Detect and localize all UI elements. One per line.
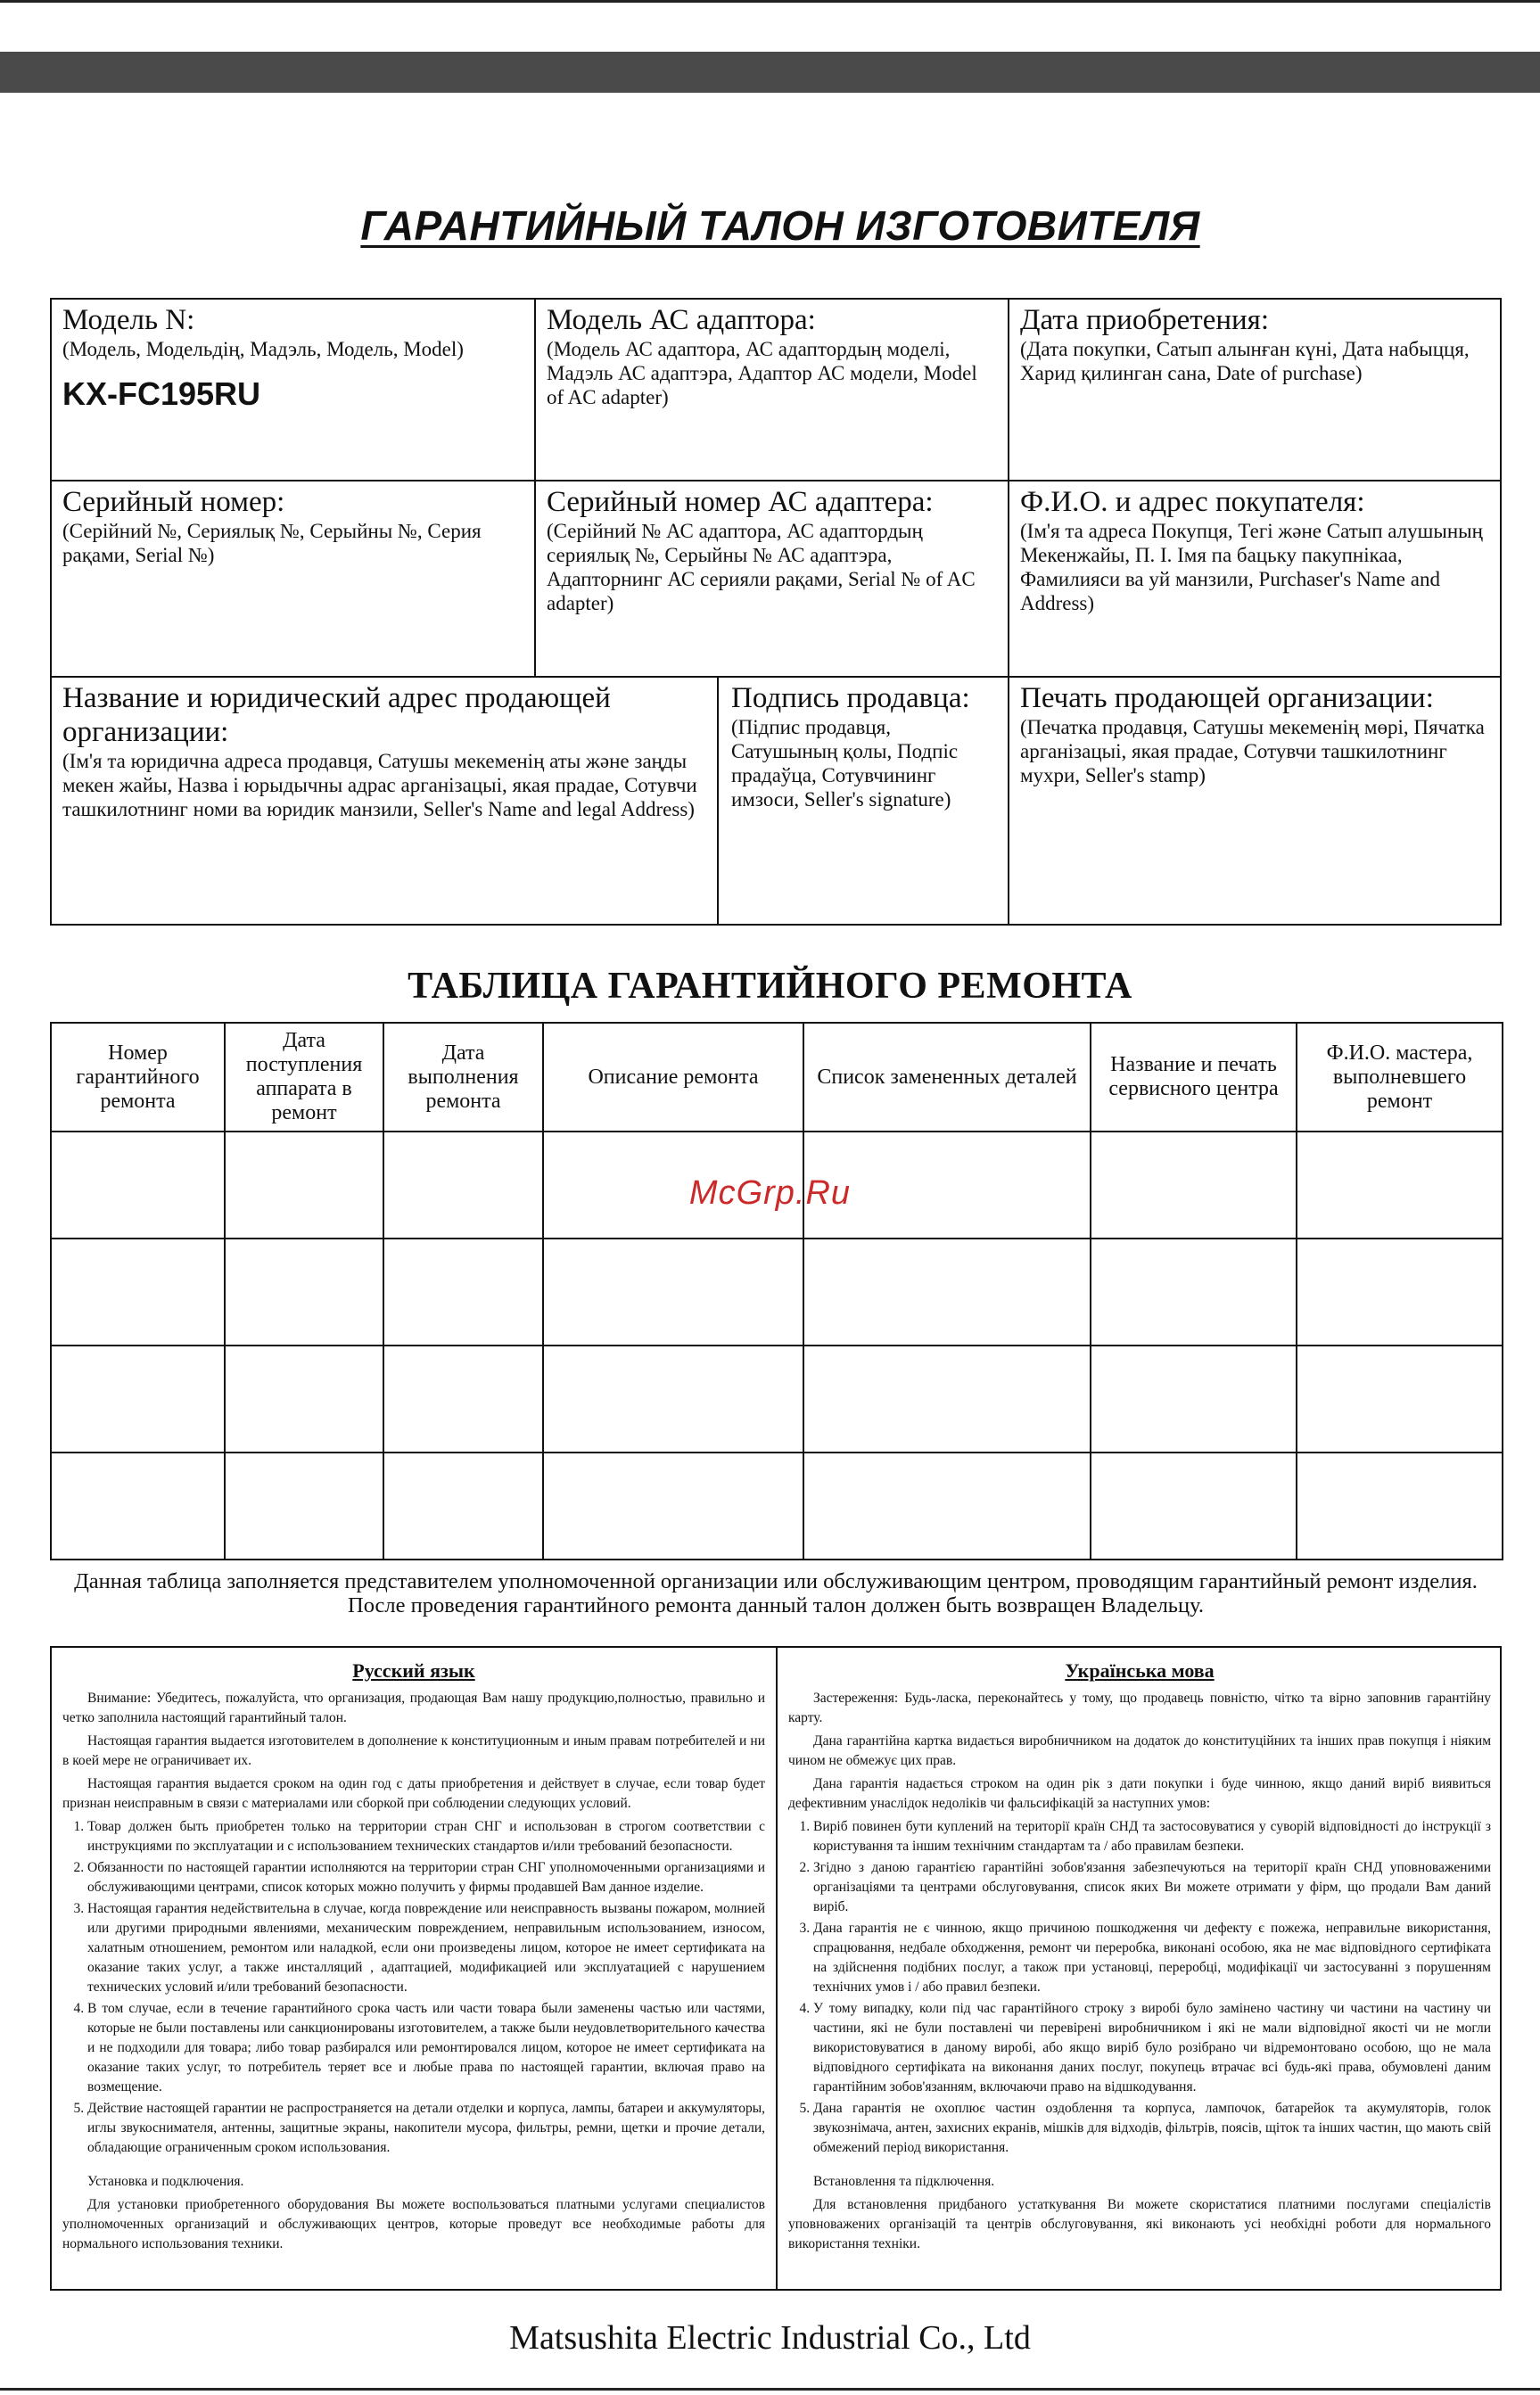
list-item: 5. Дана гарантія не охоплює частин оздоблення та корпуса, лампочок, батарейок та акумуляторів, голок звукознімача, антен, захисних екранів, мішків для відходів, фільтрів, поясів, щіток та інших частин, що мають свій обмежений період використання. — [813, 2099, 1491, 2158]
terms-paragraph: Дана гарантія надається строком на один рік з дати покупки і буде чинною, якщо даний виріб виявиться дефективним унаслідок недоліків чи фальсифікацій за наступних умов: — [788, 1776, 1491, 1811]
column-header: Дата выполнения ремонта — [383, 1023, 543, 1132]
table-cell[interactable] — [1297, 1453, 1503, 1560]
purchase-date-sublabel: (Дата покупки, Сатып алынған күні, Дата набыцця, Харид қилинган сана, Date of purchase) — [1020, 338, 1470, 384]
list-item: 5. Действие настоящей гарантии не распространяется на детали отделки и корпуса, лампы, батареи и аккумуляторы, иглы звукоснимателя, антенны, защитные экраны, накопители мусора, фильтры, ремни, щетки и прочие детали, обладающие ограниченным сроком использования. — [87, 2099, 765, 2158]
buyer-field[interactable] — [1009, 481, 1500, 676]
column-header: Название и печать сервисного центра — [1091, 1023, 1297, 1132]
seller-signature-field[interactable] — [719, 678, 1008, 924]
serial-label: Серийный номер: — [62, 486, 285, 518]
terms-paragraph: Внимание: Убедитесь, пожалуйста, что организация, продающая Вам нашу продукцию,полностью, правильно и четко заполнила настоящий гарантийный талон. — [62, 1691, 765, 1725]
terms-list — [62, 1817, 765, 2158]
purchase-date-label: Дата приобретения: — [1020, 304, 1270, 336]
table-cell[interactable] — [1297, 1346, 1503, 1453]
terms-paragraph: Застереження: Будь-ласка, переконайтесь у тому, що продавець повністю, чітко та вірно заповнив гарантійну карту. — [788, 1691, 1491, 1725]
ac-serial-label: Серийный номер АС адаптера: — [547, 486, 934, 518]
table-cell[interactable] — [543, 1346, 803, 1453]
terms-list — [788, 1817, 1491, 2158]
terms-russian — [62, 1658, 765, 2258]
terms-divider — [776, 1648, 778, 2289]
seller-signature-sublabel: (Підпис продавця, Сатушының қолы, Подпіс прадаўца, Сотувчининг имзоси, Seller's signature) — [731, 716, 959, 811]
note-line: Данная таблица заполняется представителем уполномоченной организации или обслуживающим центром, проводящим гарантийный ремонт изделия. — [74, 1569, 1478, 1593]
table-cell[interactable] — [225, 1453, 383, 1560]
list-item: 3. Настоящая гарантия недействительна в случае, когда повреждение или неисправность вызваны пожаром, молнией или другими природными явлениями, механическим повреждением, неправильным использованием, износом, халатным отношением, ремонтом или наладкой, если они произведены лицом, которое не имеет сертификата на оказание таких услуг, а также инсталляций , адаптацией, модификацией или эксплуатацией с нарушением технических условий и/или требований безопасности. — [87, 1899, 765, 1997]
install-text: Для встановлення придбаного устаткування Ви можете скористатися платними послугами спеціалістів уповноважених організацій та центрів обслуговування, які виконають усі необхідні роботи для нормального використання техніки. — [788, 2197, 1491, 2251]
column-header: Список замененных деталей — [803, 1023, 1091, 1132]
table-row — [51, 1239, 1503, 1346]
table-row — [51, 1453, 1503, 1560]
seller-stamp-field[interactable] — [1009, 678, 1500, 924]
seller-signature-label: Подпись продавца: — [731, 682, 970, 714]
watermark: McGrp.Ru — [688, 1174, 852, 1212]
seller-stamp-sublabel: (Печатка продавця, Сатушы мекеменің мөрі, Пячатка арганізацыі, якая прадае, Сотувчи ташкилотнинг мухри, Seller's stamp) — [1020, 716, 1485, 786]
table-cell[interactable] — [803, 1239, 1091, 1346]
list-item: 1. Товар должен быть приобретен только на территории стран СНГ и использован в строгом соответствии с инструкциями по эксплуатации и с использованием технических стандартов и/или требований безопасности. — [87, 1817, 765, 1856]
serial-sublabel: (Серійний №, Сериялық №, Серыйны №, Серия рақами, Serial №) — [62, 520, 482, 566]
model-sublabel: (Модель, Модельдің, Мадэль, Модель, Model) — [62, 338, 464, 360]
model-label: Модель N: — [62, 304, 195, 336]
table-cell[interactable] — [383, 1453, 543, 1560]
seller-org-label: Название и юридический адрес продающей организации: — [62, 682, 611, 748]
seller-stamp-label: Печать продающей организации: — [1020, 682, 1434, 714]
terms-paragraph: Настоящая гарантия выдается изготовителем в дополнение к конституционным и иным правам потребителей и ни в коей мере не ограничивает их. — [62, 1733, 765, 1768]
install-title: Установка и подключения. — [87, 2174, 244, 2189]
page-title: ГАРАНТИЙНЫЙ ТАЛОН ИЗГОТОВИТЕЛЯ — [360, 202, 1200, 249]
column-header: Дата поступления аппарата в ремонт — [225, 1023, 383, 1132]
buyer-sublabel: (Ім'я та адреса Покупця, Тегі және Сатып алушының Мекенжайы, П. І. Імя па бацьку пакупнікаа, Фамилияси ва уй манзили, Purchaser's Name and Address) — [1020, 520, 1483, 614]
warranty-form — [50, 298, 1502, 926]
warranty-terms — [50, 1646, 1502, 2291]
seller-org-field[interactable] — [52, 678, 717, 924]
ac-model-label: Модель АС адаптора: — [547, 304, 816, 336]
terms-heading: Русский язык — [352, 1659, 475, 1682]
table-cell[interactable] — [1297, 1239, 1503, 1346]
column-header: Описание ремонта — [543, 1023, 803, 1132]
top-rule — [0, 0, 1540, 3]
table-cell[interactable] — [803, 1453, 1091, 1560]
seller-org-sublabel: (Ім'я та юридична адреса продавця, Сатушы мекеменің аты және заңды мекен жайы, Назва і юрыдычны адрас арганізацыі, якая прадае, Сотувчи ташкилотнинг номи ва юридик манзили, Seller's Name and legal Address) — [62, 750, 697, 820]
ac-model-field[interactable] — [536, 300, 1008, 480]
serial-field[interactable] — [52, 481, 534, 676]
column-header: Номер гарантийного ремонта — [51, 1023, 225, 1132]
table-cell[interactable] — [51, 1453, 225, 1560]
buyer-label: Ф.И.О. и адрес покупателя: — [1020, 486, 1365, 518]
model-value: KX-FC195RU — [62, 375, 261, 412]
column-header: Ф.И.О. мастера, выполневшего ремонт — [1297, 1023, 1503, 1132]
table-cell[interactable] — [225, 1239, 383, 1346]
company-name: Matsushita Electric Industrial Co., Ltd — [509, 2319, 1031, 2357]
ac-serial-field[interactable] — [536, 481, 1008, 676]
list-item: 3. Дана гарантія не є чинною, якщо причиною пошкодження чи дефекту є пожежа, неправильне використання, спрацювання, недбале обходження, ремонт чи переробка, виконані особою, яка не має відповідного сертифіката на здійснення подібних послуг, а також при установці, переробці, модифікації чи застосуванні з порушенням технічних умов і / або правил безпеки. — [813, 1919, 1491, 1997]
table-cell[interactable] — [1091, 1239, 1297, 1346]
list-item: 1. Виріб повинен бути куплений на території країн СНД та застосовуватися у суворій відповідності до інструкції з користування та іншим технічним стандартам та / або правилам безпеки. — [813, 1817, 1491, 1856]
table-cell[interactable] — [51, 1346, 225, 1453]
terms-heading: Українська мова — [1065, 1659, 1215, 1682]
repair-table-note — [50, 1569, 1502, 1617]
table-row — [51, 1346, 1503, 1453]
repair-table — [50, 1022, 1503, 1560]
table-cell[interactable] — [383, 1346, 543, 1453]
table-cell[interactable] — [51, 1239, 225, 1346]
table-cell[interactable] — [543, 1453, 803, 1560]
note-line: После проведения гарантийного ремонта данный талон должен быть возвращен Владельцу. — [348, 1593, 1204, 1617]
header-bar — [0, 52, 1540, 93]
list-item: 2. Згідно з даною гарантією гарантійні зобов'язання забезпечуються на території країн СНД уповноваженими організаціями та центрами обслуговування, список яких Ви можете отримати у фірм, що продали Вам даний виріб. — [813, 1858, 1491, 1917]
repair-table-title: ТАБЛИЦА ГАРАНТИЙНОГО РЕМОНТА — [408, 966, 1132, 1007]
terms-paragraph: Настоящая гарантия выдается сроком на один год с даты приобретения и действует в случае, если товар будет признан неисправным в связи с материалами или сборкой при соблюдении следующих условий. — [62, 1776, 765, 1811]
list-item: 2. Обязанности по настоящей гарантии исполняются на территории стран СНГ уполномоченными организациями и обслуживающими центрами, список которых можно получить у фирмы продавшей Вам данное изделие. — [87, 1858, 765, 1897]
terms-ukrainian — [788, 1658, 1491, 2258]
ac-serial-sublabel: (Серійний № АС адаптора, АС адаптордың сериялық №, Серыйны № АС адаптэра, Адапторнинг АС серияли рақами, Serial № of AC adapter) — [547, 520, 976, 614]
terms-paragraph: Дана гарантійна картка видається виробничником на додаток до конституційних та інших прав покупця і ніяким чином не обмежує цих прав. — [788, 1733, 1491, 1768]
table-cell[interactable] — [803, 1346, 1091, 1453]
install-title: Встановлення та підключення. — [813, 2174, 995, 2189]
install-text: Для установки приобретенного оборудования Вы можете воспользоваться платными услугами специалистов уполномоченных организаций и обслуживающих центров, которые проведут все необходимые работы для нормального использования техники. — [62, 2197, 765, 2251]
list-item: 4. У тому випадку, коли під час гарантійного строку з виробі було замінено частину чи частини на частину чи частини, які не були поставлені чи перевірені виробничником і які не мали відповідної якості чи не могли використовуватися в даному виробі, або якщо виріб було розібрано чи відремонтовано особою, що не мала відповідного сертифіката на виконання даних послуг, покупець втрачає всі будь-які права, обумовлені даним гарантійним зобов'язанням, включаючи право на відшкодування. — [813, 1999, 1491, 2097]
table-cell[interactable] — [1091, 1346, 1297, 1453]
purchase-date-field[interactable] — [1009, 300, 1500, 480]
repair-table-header — [51, 1023, 1503, 1132]
model-field[interactable] — [52, 300, 534, 480]
table-cell[interactable] — [225, 1346, 383, 1453]
table-cell[interactable] — [543, 1239, 803, 1346]
ac-model-sublabel: (Модель АС адаптора, АС адаптордың моделі, Мадэль АС адаптэра, Адаптор АС модели, Model of AC adapter) — [547, 338, 977, 408]
list-item: 4. В том случае, если в течение гарантийного срока часть или части товара были заменены частью или частями, которые не были поставлены или санкционированы изготовителем, а также были неудовлетворительного качества и не подходили для товара; либо товар разбирался или ремонтировался лицом, которое не имеет сертификата на оказание таких услуг, то потребитель теряет все и любые права по настоящей гарантии, включая право на возмещение. — [87, 1999, 765, 2097]
table-cell[interactable] — [383, 1239, 543, 1346]
bottom-rule — [0, 2388, 1540, 2391]
table-cell[interactable] — [1091, 1453, 1297, 1560]
